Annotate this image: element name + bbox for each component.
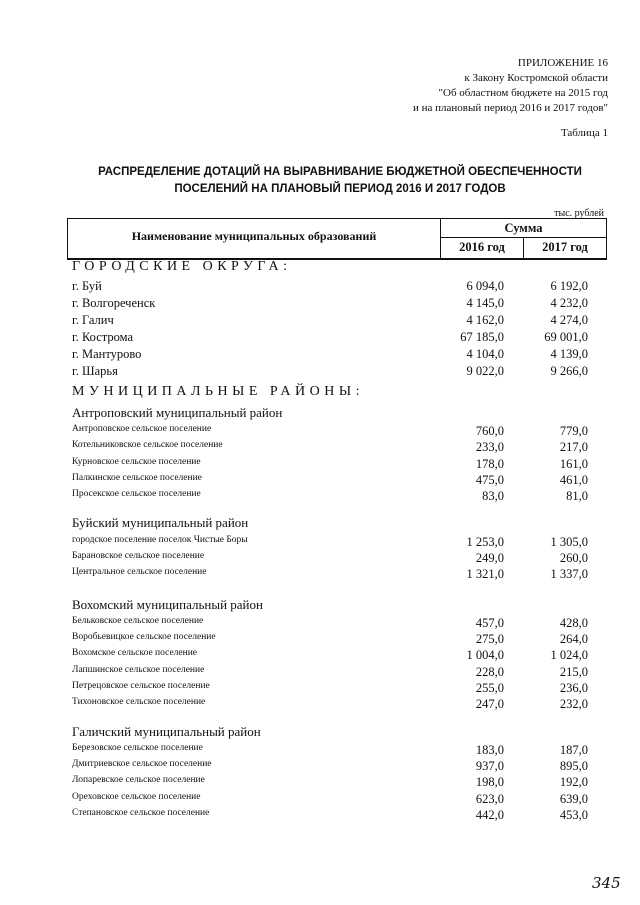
row-value-2017: 428,0 — [559, 616, 588, 630]
row-value-2017: 9 266,0 — [550, 364, 588, 378]
row-value-2016: 623,0 — [475, 792, 504, 806]
row-name: Вохомское сельское поселение — [72, 648, 198, 658]
row-value-2017: 260,0 — [559, 551, 588, 565]
row-name: Ореховское сельское поселение — [72, 792, 201, 802]
row-name: Лопаревское сельское поселение — [72, 775, 205, 785]
row-value-2016: 4 162,0 — [466, 313, 504, 327]
row-name: Котельниковское сельское поселение — [72, 440, 223, 450]
row-value-2017: 4 139,0 — [550, 347, 588, 361]
row-value-2016: 4 104,0 — [466, 347, 504, 361]
row-value-2016: 67 185,0 — [460, 330, 504, 344]
row-name: Лапшинское сельское поселение — [72, 665, 205, 675]
row-name: Антроповский муниципальный район — [72, 405, 283, 420]
table-row — [72, 259, 602, 275]
title-line-1: РАСПРЕДЕЛЕНИЕ ДОТАЦИЙ НА ВЫРАВНИВАНИЕ БЮДЖЕТНОЙ ОБЕСПЕЧЕННОСТИ — [98, 166, 582, 178]
row-value-2017: 187,0 — [559, 743, 588, 757]
table-row — [72, 616, 602, 632]
table-row — [72, 515, 602, 531]
row-name: Вохомский муниципальный район — [72, 597, 263, 612]
row-name: Березовское сельское поселение — [72, 743, 203, 753]
table-row — [72, 364, 602, 380]
row-name: г. Мантурово — [72, 347, 142, 361]
row-value-2016: 83,0 — [482, 489, 504, 503]
row-name: г. Волгореченск — [72, 296, 156, 310]
table-row — [72, 681, 602, 697]
table-row — [72, 440, 602, 456]
row-name: г. Шарья — [72, 364, 118, 378]
table-row — [72, 535, 602, 551]
table-row — [72, 330, 602, 346]
row-value-2016: 760,0 — [475, 424, 504, 438]
row-value-2017: 81,0 — [566, 489, 588, 503]
table-row — [72, 313, 602, 329]
header-year-2017: 2017 год — [542, 240, 588, 254]
row-name: г. Галич — [72, 313, 114, 327]
row-value-2016: 1 004,0 — [466, 648, 504, 662]
row-name: Тихоновское сельское поселение — [72, 697, 206, 707]
table-row — [72, 279, 602, 295]
header-name-column: Наименование муниципальных образований — [131, 229, 377, 243]
row-value-2016: 255,0 — [475, 681, 504, 695]
row-value-2017: 1 305,0 — [550, 535, 588, 549]
row-value-2016: 233,0 — [475, 440, 504, 454]
row-value-2016: 4 145,0 — [466, 296, 504, 310]
row-value-2016: 6 094,0 — [466, 279, 504, 293]
row-name: г. Буй — [72, 279, 102, 293]
row-name: Просекское сельское поселение — [72, 489, 201, 499]
row-value-2017: 232,0 — [559, 697, 588, 711]
row-value-2016: 1 321,0 — [466, 567, 504, 581]
row-name: Степановское сельское поселение — [72, 808, 210, 818]
header-divider — [440, 237, 606, 238]
table-number: Таблица 1 — [560, 127, 608, 139]
row-value-2016: 9 022,0 — [466, 364, 504, 378]
table-row — [72, 473, 602, 489]
row-name: Барановское сельское поселение — [72, 551, 205, 561]
units-label: тыс. рублей — [554, 208, 604, 219]
row-value-2016: 275,0 — [475, 632, 504, 646]
row-name: Петрецовское сельское поселение — [72, 681, 210, 691]
row-name: г. Кострома — [72, 330, 134, 344]
row-value-2017: 453,0 — [559, 808, 588, 822]
table-row — [72, 384, 602, 400]
row-value-2016: 442,0 — [475, 808, 504, 822]
table-row — [72, 808, 602, 824]
row-value-2017: 217,0 — [559, 440, 588, 454]
table-row — [72, 567, 602, 583]
row-value-2017: 69 001,0 — [544, 330, 588, 344]
table-row — [72, 697, 602, 713]
row-value-2017: 215,0 — [559, 665, 588, 679]
row-value-2017: 192,0 — [559, 775, 588, 789]
table-row — [72, 457, 602, 473]
appendix-line-2: к Закону Костромской области — [464, 72, 608, 84]
table-row — [72, 489, 602, 505]
row-value-2016: 228,0 — [475, 665, 504, 679]
row-value-2016: 178,0 — [475, 457, 504, 471]
row-name: ГОРОДСКИЕ ОКРУГА: — [72, 259, 292, 274]
row-name: Антроповское сельское поселение — [72, 424, 212, 434]
document-title — [60, 164, 620, 198]
row-name: Галичский муниципальный район — [72, 724, 261, 739]
row-value-2016: 249,0 — [475, 551, 504, 565]
row-value-2017: 639,0 — [559, 792, 588, 806]
row-value-2017: 1 024,0 — [550, 648, 588, 662]
title-line-2: ПОСЕЛЕНИЙ НА ПЛАНОВЫЙ ПЕРИОД 2016 И 2017 ГОДОВ — [174, 183, 506, 195]
row-value-2016: 183,0 — [475, 743, 504, 757]
appendix-line-3: "Об областном бюджете на 2015 год — [438, 87, 608, 99]
row-value-2016: 937,0 — [475, 759, 504, 773]
row-value-2017: 4 232,0 — [550, 296, 588, 310]
header-year-2016: 2016 год — [459, 240, 505, 254]
row-value-2016: 247,0 — [475, 697, 504, 711]
row-name: Курновское сельское поселение — [72, 457, 201, 467]
appendix-line-1: ПРИЛОЖЕНИЕ 16 — [517, 57, 608, 69]
row-value-2017: 6 192,0 — [550, 279, 588, 293]
row-value-2017: 236,0 — [559, 681, 588, 695]
table-row — [72, 648, 602, 664]
table-row — [72, 405, 602, 421]
row-value-2016: 457,0 — [475, 616, 504, 630]
header-sum-column: Сумма — [504, 221, 543, 235]
table-row — [72, 632, 602, 648]
row-name: Палкинское сельское поселение — [72, 473, 202, 483]
table-row — [72, 347, 602, 363]
table-row — [72, 759, 602, 775]
table-row — [72, 424, 602, 440]
table-row — [72, 597, 602, 613]
row-value-2016: 475,0 — [475, 473, 504, 487]
row-value-2017: 1 337,0 — [550, 567, 588, 581]
row-value-2017: 779,0 — [559, 424, 588, 438]
row-name: Буйский муниципальный район — [72, 515, 249, 530]
table-row — [72, 551, 602, 567]
row-value-2017: 264,0 — [559, 632, 588, 646]
row-value-2016: 1 253,0 — [466, 535, 504, 549]
row-name: МУНИЦИПАЛЬНЫЕ РАЙОНЫ: — [72, 384, 364, 399]
table-row — [72, 665, 602, 681]
table-row — [72, 792, 602, 808]
row-value-2016: 198,0 — [475, 775, 504, 789]
appendix-block — [413, 56, 608, 116]
row-name: Дмитриевское сельское поселение — [72, 759, 212, 769]
row-name: Центральное сельское поселение — [72, 567, 207, 577]
row-value-2017: 895,0 — [559, 759, 588, 773]
row-name: Воробьевицкое сельское поселение — [72, 632, 216, 642]
row-value-2017: 4 274,0 — [550, 313, 588, 327]
table-row — [72, 775, 602, 791]
page-number: 345 — [592, 874, 621, 892]
row-value-2017: 461,0 — [559, 473, 588, 487]
appendix-line-4: и на плановый период 2016 и 2017 годов" — [412, 102, 608, 114]
row-name: городское поселение поселок Чистые Боры — [72, 535, 248, 545]
row-value-2017: 161,0 — [559, 457, 588, 471]
table-row — [72, 724, 602, 740]
row-name: Бельковское сельское поселение — [72, 616, 204, 626]
table-row — [72, 296, 602, 312]
table-row — [72, 743, 602, 759]
